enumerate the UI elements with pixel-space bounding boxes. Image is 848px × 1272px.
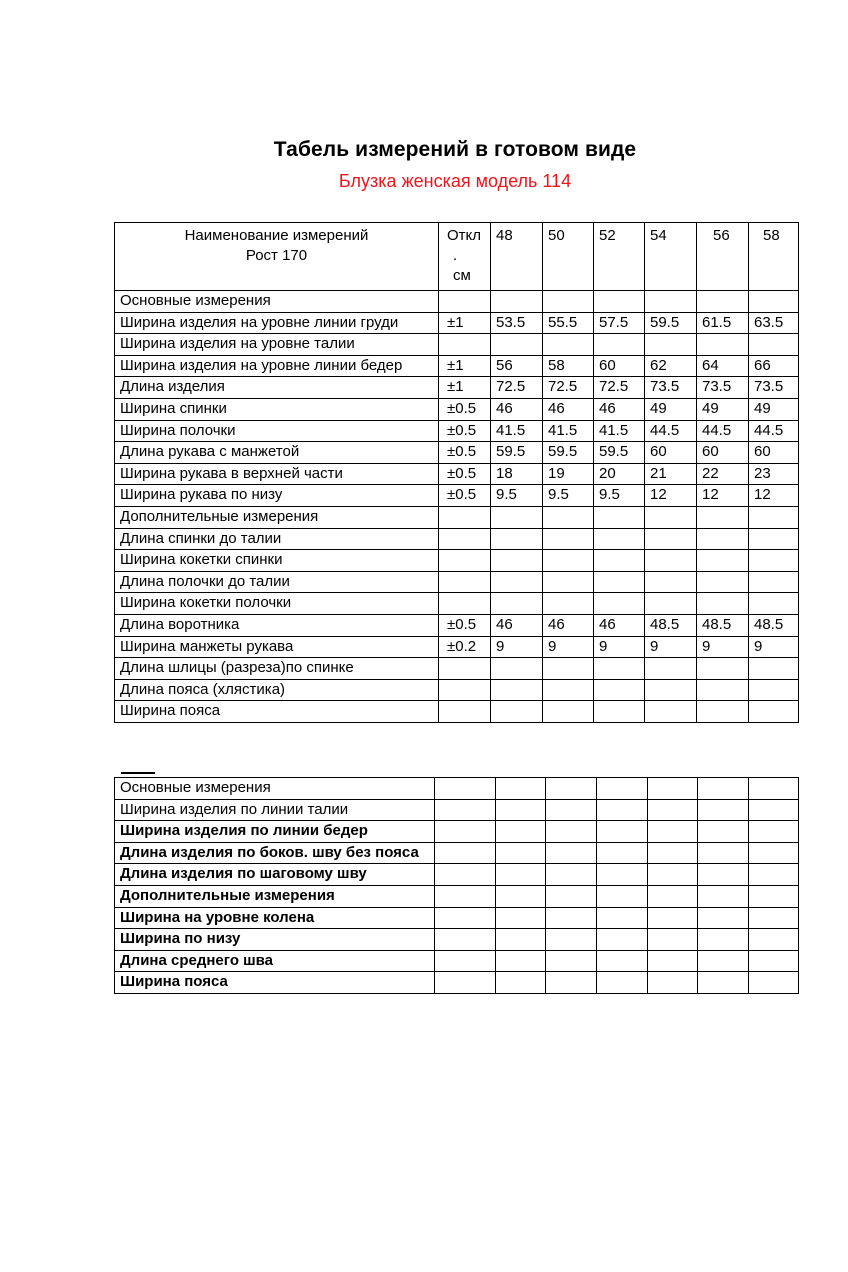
empty-cell [435, 950, 496, 972]
value-cell [749, 658, 799, 680]
value-cell [697, 528, 749, 550]
table-row [115, 842, 799, 864]
empty-cell [597, 929, 648, 951]
empty-cell [749, 885, 799, 907]
deviation-cell: ±0.5 [439, 614, 491, 636]
deviation-cell [439, 506, 491, 528]
value-cell [645, 528, 697, 550]
value-cell: 9.5 [594, 485, 645, 507]
deviation-cell: ±0.2 [439, 636, 491, 658]
empty-cell [546, 821, 597, 843]
value-cell: 72.5 [543, 377, 594, 399]
value-cell: 12 [697, 485, 749, 507]
value-cell [543, 528, 594, 550]
empty-cell [749, 864, 799, 886]
measurement-name-cell: Ширина пояса [115, 972, 435, 994]
table-row [115, 291, 799, 313]
value-cell: 46 [543, 614, 594, 636]
deviation-cell [439, 291, 491, 313]
value-cell: 59.5 [594, 442, 645, 464]
table-row [115, 355, 799, 377]
value-cell: 48.5 [645, 614, 697, 636]
table-row [115, 312, 799, 334]
empty-cell [648, 821, 698, 843]
measurement-name-cell: Длина изделия [115, 377, 439, 399]
empty-cell [698, 799, 749, 821]
header-size-cell: 48 [491, 223, 543, 291]
value-cell [749, 528, 799, 550]
value-cell [749, 571, 799, 593]
table-row [115, 593, 799, 615]
value-cell [491, 679, 543, 701]
measurement-name-cell: Основные измерения [115, 291, 439, 313]
value-cell [594, 291, 645, 313]
table-row [115, 907, 799, 929]
empty-cell [648, 864, 698, 886]
deviation-cell: ±0.5 [439, 485, 491, 507]
empty-cell [749, 972, 799, 994]
value-cell [645, 593, 697, 615]
value-cell [749, 291, 799, 313]
value-cell [697, 593, 749, 615]
value-cell [645, 701, 697, 723]
value-cell [543, 291, 594, 313]
header-size-cell: 52 [594, 223, 645, 291]
measurement-name-cell: Ширина по низу [115, 929, 435, 951]
value-cell: 56 [491, 355, 543, 377]
deviation-cell [439, 701, 491, 723]
table-row [115, 571, 799, 593]
value-cell: 62 [645, 355, 697, 377]
value-cell [749, 550, 799, 572]
value-cell [594, 334, 645, 356]
measurement-name-cell: Дополнительные измерения [115, 885, 435, 907]
value-cell: 12 [749, 485, 799, 507]
value-cell: 44.5 [749, 420, 799, 442]
value-cell [645, 291, 697, 313]
value-cell [697, 291, 749, 313]
measurement-name-cell: Ширина изделия на уровне линии бедер [115, 355, 439, 377]
deviation-cell: ±0.5 [439, 442, 491, 464]
deviation-cell [439, 571, 491, 593]
value-cell: 49 [697, 398, 749, 420]
value-cell [491, 550, 543, 572]
value-cell: 59.5 [645, 312, 697, 334]
empty-cell [496, 842, 546, 864]
empty-cell [749, 799, 799, 821]
value-cell [491, 528, 543, 550]
empty-cell [496, 885, 546, 907]
header-name-cell [115, 223, 439, 291]
header-deviation-line: Откл [447, 227, 482, 244]
empty-cell [496, 778, 546, 800]
value-cell: 46 [491, 398, 543, 420]
empty-cell [546, 972, 597, 994]
value-cell [749, 701, 799, 723]
table-header-row [115, 223, 799, 291]
value-cell [749, 593, 799, 615]
value-cell: 73.5 [697, 377, 749, 399]
value-cell: 9 [594, 636, 645, 658]
empty-cell [698, 842, 749, 864]
empty-cell [749, 778, 799, 800]
value-cell: 12 [645, 485, 697, 507]
value-cell: 9 [697, 636, 749, 658]
value-cell: 61.5 [697, 312, 749, 334]
table-row [115, 506, 799, 528]
table-row [115, 929, 799, 951]
value-cell: 22 [697, 463, 749, 485]
value-cell: 9 [491, 636, 543, 658]
header-deviation-cell [439, 223, 491, 291]
empty-cell [597, 821, 648, 843]
table-row [115, 485, 799, 507]
value-cell [491, 701, 543, 723]
header-name-label: Наименование измерений [184, 227, 369, 244]
empty-cell [435, 799, 496, 821]
value-cell [645, 506, 697, 528]
table-row [115, 636, 799, 658]
value-cell: 20 [594, 463, 645, 485]
value-cell [594, 679, 645, 701]
measurement-name-cell: Основные измерения [115, 778, 435, 800]
value-cell [543, 701, 594, 723]
empty-cell [597, 972, 648, 994]
value-cell: 44.5 [645, 420, 697, 442]
value-cell [697, 571, 749, 593]
deviation-cell: ±1 [439, 377, 491, 399]
empty-cell [749, 929, 799, 951]
empty-cell [648, 950, 698, 972]
empty-cell [698, 778, 749, 800]
header-size-cell: 56 [697, 223, 749, 291]
table-row [115, 463, 799, 485]
empty-cell [496, 799, 546, 821]
value-cell [594, 528, 645, 550]
empty-cell [546, 799, 597, 821]
empty-cell [597, 799, 648, 821]
value-cell: 23 [749, 463, 799, 485]
table-row [115, 679, 799, 701]
value-cell [543, 550, 594, 572]
measurement-name-cell: Ширина на уровне колена [115, 907, 435, 929]
measurement-name-cell: Ширина спинки [115, 398, 439, 420]
value-cell: 60 [749, 442, 799, 464]
value-cell [543, 334, 594, 356]
measurement-name-cell: Длина шлицы (разреза)по спинке [115, 658, 439, 680]
value-cell [594, 593, 645, 615]
value-cell: 19 [543, 463, 594, 485]
empty-cell [546, 907, 597, 929]
value-cell [543, 571, 594, 593]
value-cell [697, 658, 749, 680]
measurement-name-cell: Ширина изделия по линии бедер [115, 821, 435, 843]
empty-cell [546, 950, 597, 972]
value-cell [594, 701, 645, 723]
measurement-name-cell: Ширина кокетки спинки [115, 550, 439, 572]
empty-cell [698, 907, 749, 929]
header-deviation-line: см [453, 267, 471, 284]
value-cell: 46 [594, 614, 645, 636]
empty-cell [546, 929, 597, 951]
measurement-name-cell: Длина рукава с манжетой [115, 442, 439, 464]
value-cell: 48.5 [697, 614, 749, 636]
page-title: Табель измерений в готовом виде [273, 138, 637, 161]
value-cell [697, 701, 749, 723]
table-row [115, 442, 799, 464]
value-cell [749, 334, 799, 356]
value-cell: 57.5 [594, 312, 645, 334]
empty-cell [435, 842, 496, 864]
deviation-cell [439, 550, 491, 572]
value-cell: 46 [543, 398, 594, 420]
value-cell [543, 593, 594, 615]
value-cell [491, 334, 543, 356]
deviation-cell [439, 334, 491, 356]
empty-cell [698, 950, 749, 972]
empty-cell [749, 950, 799, 972]
measurement-name-cell: Ширина рукава в верхней части [115, 463, 439, 485]
value-cell: 46 [491, 614, 543, 636]
empty-cell [546, 778, 597, 800]
empty-cell [698, 929, 749, 951]
value-cell [543, 506, 594, 528]
value-cell [645, 571, 697, 593]
value-cell: 64 [697, 355, 749, 377]
empty-cell [435, 929, 496, 951]
deviation-cell: ±0.5 [439, 398, 491, 420]
deviation-cell [439, 528, 491, 550]
value-cell [491, 593, 543, 615]
value-cell: 66 [749, 355, 799, 377]
empty-cell [435, 821, 496, 843]
empty-cell [435, 885, 496, 907]
value-cell: 59.5 [491, 442, 543, 464]
header-size-cell: 58 [749, 223, 799, 291]
value-cell: 53.5 [491, 312, 543, 334]
empty-cell [597, 842, 648, 864]
table-row [115, 821, 799, 843]
empty-cell [597, 950, 648, 972]
value-cell [594, 506, 645, 528]
empty-cell [496, 929, 546, 951]
value-cell [645, 679, 697, 701]
empty-cell [546, 864, 597, 886]
value-cell [697, 550, 749, 572]
empty-cell [749, 907, 799, 929]
deviation-cell: ±0.5 [439, 420, 491, 442]
value-cell [491, 506, 543, 528]
value-cell: 73.5 [749, 377, 799, 399]
table-row [115, 550, 799, 572]
empty-cell [648, 972, 698, 994]
value-cell [697, 334, 749, 356]
measurement-name-cell: Длина изделия по шаговому шву [115, 864, 435, 886]
table-row [115, 334, 799, 356]
value-cell: 60 [645, 442, 697, 464]
empty-cell [648, 799, 698, 821]
value-cell [594, 658, 645, 680]
value-cell [749, 506, 799, 528]
header-deviation-line: . [453, 247, 458, 264]
value-cell [543, 658, 594, 680]
value-cell: 41.5 [543, 420, 594, 442]
value-cell: 46 [594, 398, 645, 420]
table-row [115, 701, 799, 723]
empty-cell [597, 907, 648, 929]
value-cell: 9.5 [491, 485, 543, 507]
measurement-name-cell: Ширина изделия на уровне талии [115, 334, 439, 356]
value-cell: 55.5 [543, 312, 594, 334]
value-cell: 48.5 [749, 614, 799, 636]
value-cell [491, 658, 543, 680]
empty-cell [648, 778, 698, 800]
separator-line [121, 772, 155, 774]
empty-cell [496, 950, 546, 972]
value-cell: 21 [645, 463, 697, 485]
measurement-name-cell: Длина изделия по боков. шву без пояса [115, 842, 435, 864]
empty-cell [648, 907, 698, 929]
header-size-cell: 50 [543, 223, 594, 291]
value-cell: 49 [749, 398, 799, 420]
table-row [115, 658, 799, 680]
empty-cell [496, 972, 546, 994]
value-cell [594, 550, 645, 572]
empty-cell [435, 864, 496, 886]
value-cell: 58 [543, 355, 594, 377]
table-row [115, 614, 799, 636]
value-cell [594, 571, 645, 593]
deviation-cell: ±1 [439, 355, 491, 377]
empty-cell [546, 842, 597, 864]
measurement-name-cell: Ширина пояса [115, 701, 439, 723]
table-row [115, 950, 799, 972]
measurements-table [114, 222, 799, 723]
empty-cell [597, 885, 648, 907]
value-cell [543, 679, 594, 701]
measurement-name-cell: Ширина кокетки полочки [115, 593, 439, 615]
value-cell [749, 679, 799, 701]
value-cell: 18 [491, 463, 543, 485]
value-cell: 49 [645, 398, 697, 420]
empty-cell [749, 821, 799, 843]
empty-cell [648, 885, 698, 907]
value-cell: 59.5 [543, 442, 594, 464]
table-row [115, 377, 799, 399]
value-cell: 63.5 [749, 312, 799, 334]
empty-cell [698, 972, 749, 994]
empty-cell [749, 842, 799, 864]
table-row [115, 799, 799, 821]
empty-cell [698, 864, 749, 886]
empty-cell [496, 864, 546, 886]
measurement-name-cell: Ширина манжеты рукава [115, 636, 439, 658]
value-cell [491, 291, 543, 313]
measurement-name-cell: Длина полочки до талии [115, 571, 439, 593]
measurement-name-cell: Длина пояса (хлястика) [115, 679, 439, 701]
table-row [115, 778, 799, 800]
measurement-name-cell: Ширина рукава по низу [115, 485, 439, 507]
deviation-cell [439, 679, 491, 701]
empty-cell [435, 907, 496, 929]
measurement-name-cell: Ширина полочки [115, 420, 439, 442]
value-cell [645, 658, 697, 680]
deviation-cell [439, 658, 491, 680]
value-cell: 60 [697, 442, 749, 464]
value-cell [645, 550, 697, 572]
value-cell: 73.5 [645, 377, 697, 399]
empty-cell [648, 929, 698, 951]
measurement-name-cell: Длина воротника [115, 614, 439, 636]
empty-cell [546, 885, 597, 907]
value-cell: 41.5 [594, 420, 645, 442]
deviation-cell: ±1 [439, 312, 491, 334]
empty-cell [435, 778, 496, 800]
deviation-cell: ±0.5 [439, 463, 491, 485]
value-cell: 44.5 [697, 420, 749, 442]
measurement-name-cell: Длина среднего шва [115, 950, 435, 972]
empty-cell [648, 842, 698, 864]
empty-cell [496, 821, 546, 843]
value-cell [645, 334, 697, 356]
secondary-measurements-table [114, 777, 799, 994]
header-height-label: Рост 170 [245, 247, 308, 264]
table-row [115, 972, 799, 994]
measurement-name-cell: Ширина изделия на уровне линии груди [115, 312, 439, 334]
value-cell [697, 679, 749, 701]
empty-cell [597, 778, 648, 800]
value-cell: 41.5 [491, 420, 543, 442]
empty-cell [597, 864, 648, 886]
value-cell: 9 [749, 636, 799, 658]
table-row [115, 864, 799, 886]
header-size-cell: 54 [645, 223, 697, 291]
value-cell [697, 506, 749, 528]
table-row [115, 885, 799, 907]
measurement-name-cell: Дополнительные измерения [115, 506, 439, 528]
empty-cell [435, 972, 496, 994]
value-cell: 9 [645, 636, 697, 658]
empty-cell [698, 885, 749, 907]
empty-cell [496, 907, 546, 929]
value-cell [491, 571, 543, 593]
value-cell: 9.5 [543, 485, 594, 507]
value-cell: 9 [543, 636, 594, 658]
table-row [115, 398, 799, 420]
measurement-name-cell: Длина спинки до талии [115, 528, 439, 550]
measurement-name-cell: Ширина изделия по линии талии [115, 799, 435, 821]
value-cell: 60 [594, 355, 645, 377]
empty-cell [698, 821, 749, 843]
table-row [115, 420, 799, 442]
value-cell: 72.5 [594, 377, 645, 399]
page-subtitle: Блузка женская модель 114 [338, 171, 572, 191]
table-row [115, 528, 799, 550]
deviation-cell [439, 593, 491, 615]
value-cell: 72.5 [491, 377, 543, 399]
